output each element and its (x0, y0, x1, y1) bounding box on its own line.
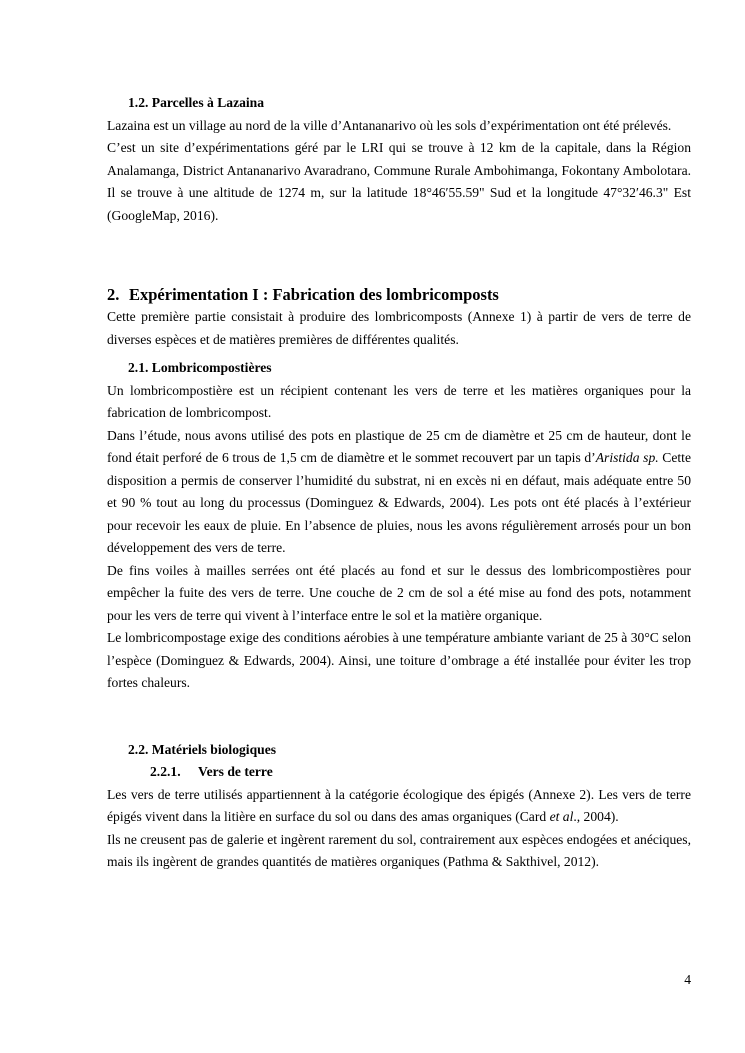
vers-text-start: Les vers de terre utilisés appartiennent à la catégorie écologique des épigés (Annexe 2). Les vers de terre épigés vivent dans la litière en surface du sol ou dans des amas organiques (Card (107, 786, 691, 824)
paragraph-vers-epiges (107, 784, 691, 829)
spacer (107, 695, 691, 739)
heading-2-1: 2.1. Lombricompostières (128, 360, 272, 375)
paragraph-lazaina-village: Lazaina est un village au nord de la ville d’Antananarivo où les sols d’expérimentation ont été prélevés. (107, 117, 672, 133)
paragraph-lombricompostiere-definition: Un lombricompostière est un récipient contenant les vers de terre et les matières organiques pour la fabrication de lombricompost. (107, 382, 691, 420)
paragraph-lazaina-site: C’est un site d’expérimentations géré par le LRI qui se trouve à 12 km de la capitale, dans la Région Analamanga, District Antananarivo Avaradrano, Commune Rurale Ambohimanga, Fokontany Ambolotara. Il se trouve à une altitude de 1274 m, sur la latitude 18°46′55.59" Sud et la longitude 47°32′46.3" Est (GoogleMap, 2016). (107, 140, 691, 223)
vers-text-end: ., 2004). (573, 809, 619, 824)
species-name-italic: Aristida sp. (595, 450, 659, 465)
page-content (107, 92, 691, 874)
paragraph-conditions: Le lombricompostage exige des conditions aérobies à une température ambiante variant de 25 à 30°C selon l’espèce (Dominguez & Edwards, 2004). Ainsi, une toiture d’ombrage a été installée pour éviter les trop fortes chaleurs. (107, 630, 691, 690)
paragraph-voiles: De fins voiles à mailles serrées ont été placés au fond et sur le dessus des lombricompostières pour empêcher la fuite des vers de terre. Une couche de 2 cm de sol a été mise au fond des pots, notamment pour les vers de terre qui vivent à l’interface entre le sol et la matière organique. (107, 562, 691, 623)
heading-2-2-1 (107, 761, 691, 784)
heading-2-number: 2. (107, 285, 120, 304)
heading-2 (107, 284, 691, 306)
paragraph-pots-description (107, 425, 691, 560)
page-number: 4 (684, 972, 691, 987)
heading-2-2-1-title: Vers de terre (198, 764, 273, 779)
heading-2-title: Expérimentation I : Fabrication des lombricomposts (129, 285, 499, 304)
spacer (107, 227, 691, 284)
paragraph-experimentation-intro: Cette première partie consistait à produire des lombricomposts (Annexe 1) à partir de vers de terre de diverses espèces et de matières premières de différentes qualités. (107, 309, 691, 347)
pots-text-start: Dans l’étude, nous avons utilisé des pots en plastique de 25 cm de diamètre et 25 cm de hauteur, dont le fond était perforé de 6 trous de 1,5 cm de diamètre et le sommet recouvert par un tapis d’ (107, 427, 691, 465)
et-al-italic: et al (549, 809, 574, 824)
heading-1-2: 1.2. Parcelles à Lazaina (128, 95, 265, 110)
pots-text-end: Cette disposition a permis de conserver l’humidité du substrat, ni en excès ni en défaut, mais adéquate entre 50 et 90 % tout au long du processus (Dominguez & Edwards, 2004). Les pots ont été placés à l’extérieur pour recevoir les eaux de pluie. En l’absence de pluies, nous les avons régulièrement arrosés pour un bon développement des vers de terre. (107, 450, 691, 555)
paragraph-galerie: Ils ne creusent pas de galerie et ingèrent rarement du sol, contrairement aux espèces endogées et anéciques, mais ils ingèrent de grandes quantités de matières organiques (Pathma & Sakthivel, 2012). (107, 831, 691, 869)
heading-2-2-1-number: 2.2.1. (150, 764, 181, 779)
heading-2-2: 2.2. Matériels biologiques (128, 741, 277, 757)
